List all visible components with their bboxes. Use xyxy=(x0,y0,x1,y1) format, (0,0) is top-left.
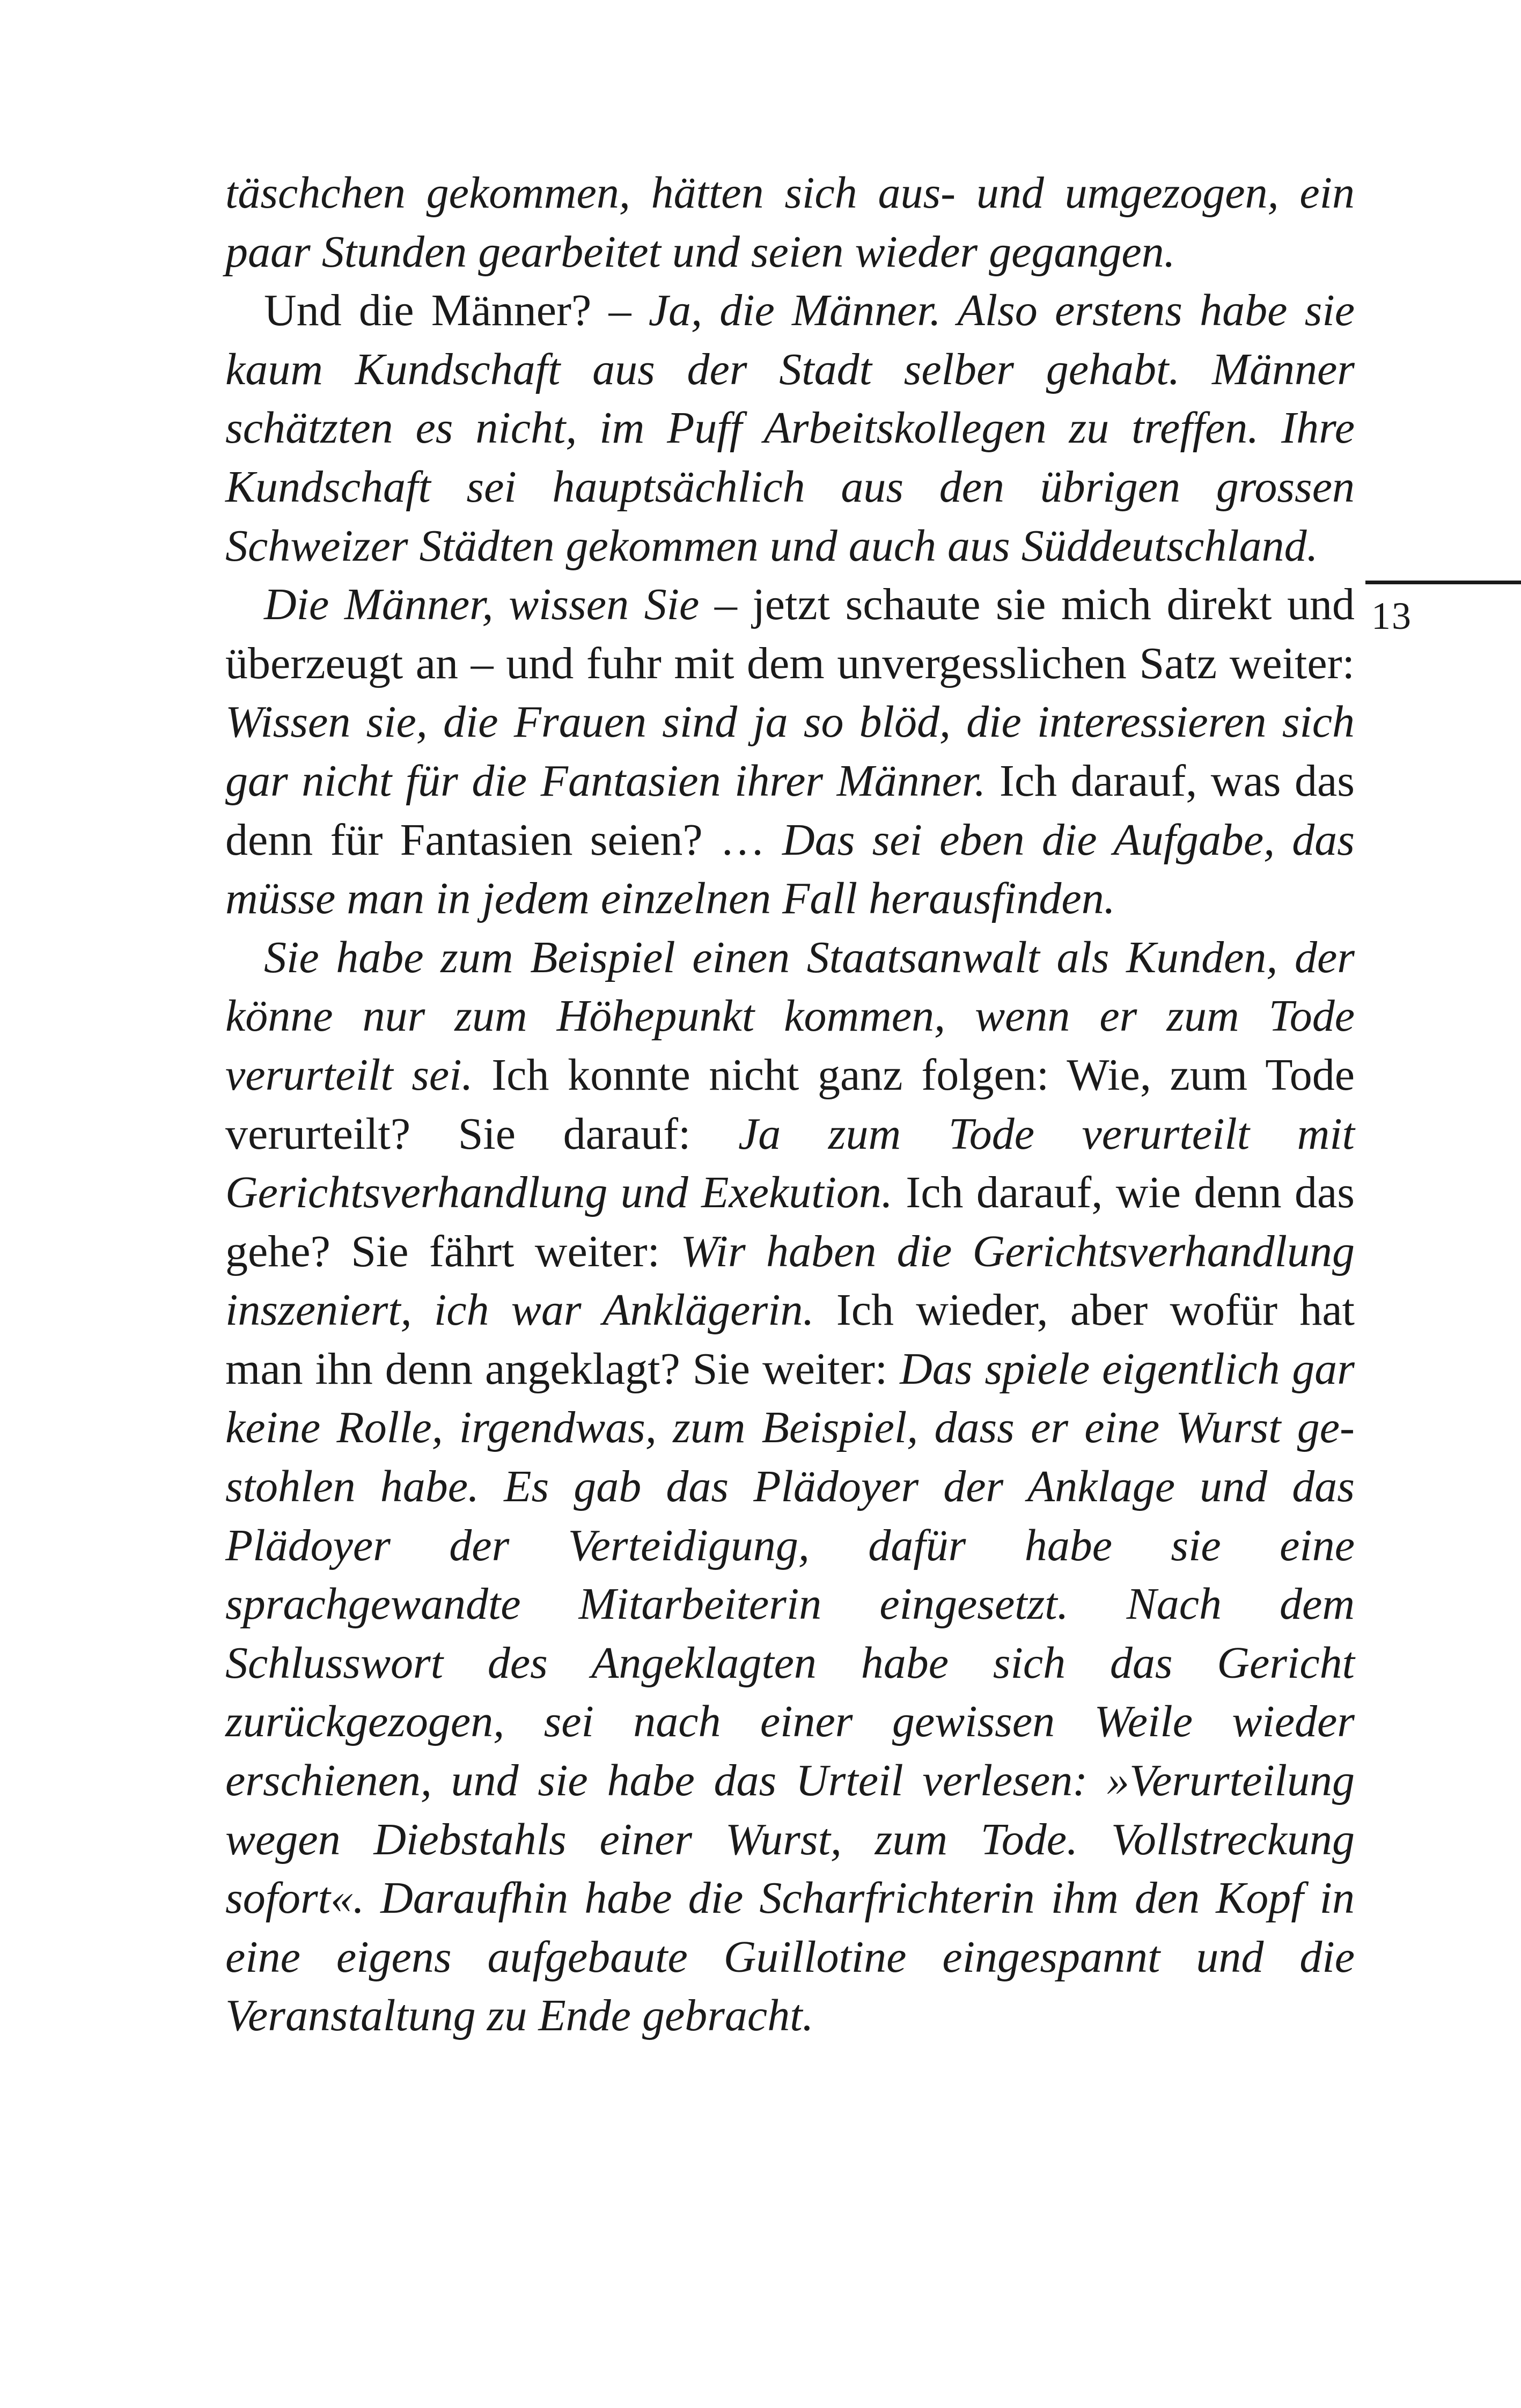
paragraph xyxy=(225,928,1355,2045)
italic-run: Wissen sie, die Frauen sind ja so blöd, die interessieren sich gar nicht für die Fantasien ihrer Männer. xyxy=(225,697,1355,806)
text-run: – jetzt schaute sie mich direkt und überzeugt an – und fuhr mit dem unvergesslichen Satz weiter: xyxy=(225,579,1355,688)
page-number: 13 xyxy=(1371,594,1412,637)
italic-run: Die Männer, wissen Sie xyxy=(264,579,700,630)
paragraph xyxy=(225,164,1355,281)
italic-run: Sie habe zum Beispiel einen Staatsanwalt als Kunden, der könne nur zum Höhepunkt kommen, wenn er zum Tode verurteilt sei. xyxy=(225,932,1355,1100)
italic-run: täschchen gekommen, hätten sich aus- und umgezogen, ein paar Stunden gearbeitet und seien wieder gegangen. xyxy=(225,168,1355,277)
text-run: Ich darauf, wie denn das gehe? Sie fährt weiter: xyxy=(225,1168,1355,1276)
text-run: Ich darauf, was das denn für Fantasien seien? … xyxy=(225,755,1355,865)
text-run: Ich wieder, aber wofür hat man ihn denn angeklagt? Sie weiter: xyxy=(225,1285,1355,1394)
italic-run: Ja zum Tode verurteilt mit Gerichtsverhandlung und Exekution. xyxy=(225,1108,1355,1218)
italic-run: Das sei eben die Aufgabe, das müsse man in jedem einzelnen Fall herausfinden. xyxy=(225,814,1355,924)
italic-run: Ja, die Männer. Also erstens habe sie kaum Kundschaft aus der Stadt selber gehabt. Männer schätzten es nicht, im Puff Arbeitskollegen zu treffen. Ihre Kundschaft sei hauptsächlich aus den übrigen grossen Schweizer Städten gekommen und auch aus Süddeutschland. xyxy=(225,285,1355,571)
text-run: Ich konnte nicht ganz folgen: Wie, zum Tode verurteilt? Sie darauf: xyxy=(225,1049,1355,1159)
body-text xyxy=(225,164,1355,2045)
italic-run: Wir haben die Gerichtsverhandlung inszeniert, ich war Anklägerin. xyxy=(225,1226,1355,1335)
italic-run: Das spiele eigentlich gar keine Rolle, irgendwas, zum Beispiel, dass er eine Wurst gestohlen habe. Es gab das Plädoyer der Anklage und das Plädoyer der Verteidigung, dafür habe sie eine sprachgewandte Mitarbeiterin eingesetzt. Nach dem Schlusswort des Angeklagten habe sich das Gericht zurückgezogen, sei nach einer gewissen Weile wieder erschienen, und sie habe das Urteil verlesen: »Verurteilung wegen Diebstahls einer Wurst, zum Tode. Vollstreckung sofort«. Daraufhin habe die Scharfrichterin ihm den Kopf in eine eigens aufgebaute Guillotine eingespannt und die Veranstaltung zu Ende gebracht. xyxy=(225,1344,1355,2041)
paragraph xyxy=(225,281,1355,575)
paragraph xyxy=(225,575,1355,928)
text-run: Und die Männer? – xyxy=(264,285,649,336)
page-marker-rule xyxy=(1365,581,1521,584)
